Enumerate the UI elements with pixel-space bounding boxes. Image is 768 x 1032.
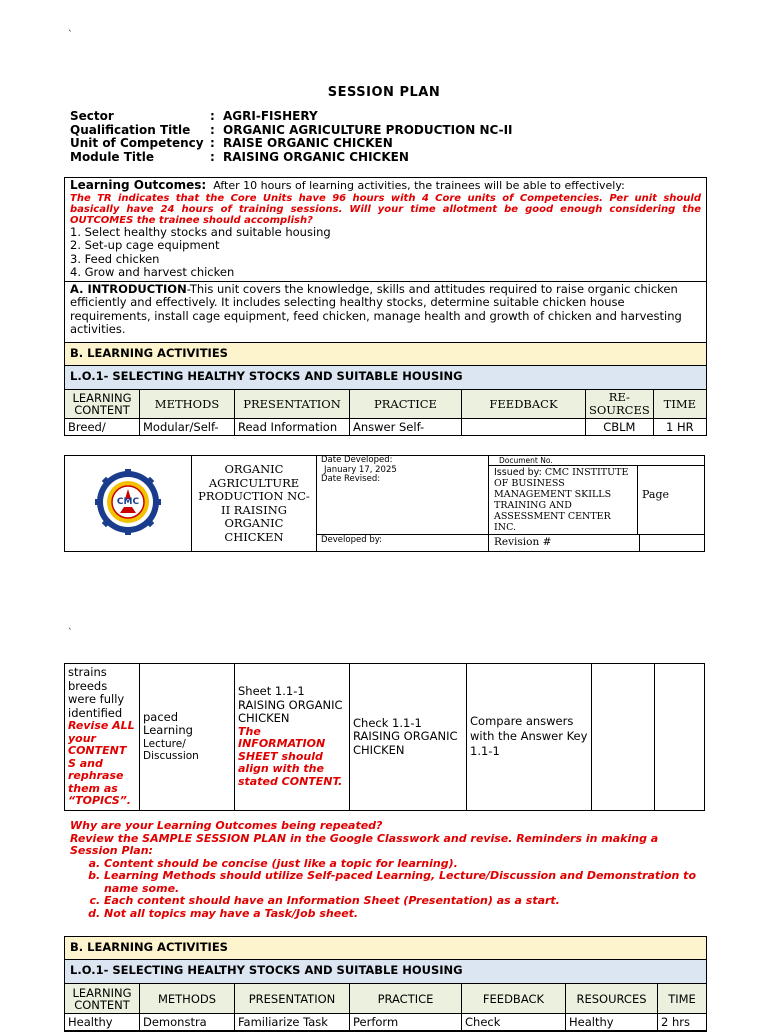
cell-practice: Answer Self- (350, 418, 462, 435)
cell-time: 2 hrs (658, 1014, 707, 1031)
learning-outcomes-section (65, 178, 706, 281)
cell-content: strains breeds were fully identified Revise ALL your CONTENT S and rephrase them as “TOPICS”. (65, 664, 140, 811)
page-footer (64, 455, 705, 552)
lo1-heading: L.O.1- SELECTING HEALTHY STOCKS AND SUITABLE HOUSING (65, 365, 706, 389)
cell-feedback (462, 418, 586, 435)
continued-table (64, 663, 705, 811)
header-time: TIME (653, 389, 706, 418)
cell-time: 1 HR (653, 418, 706, 435)
list-item: a. Content should be concise (just like a topic for learning). (104, 858, 700, 871)
reviewer-comment: The TR indicates that the Core Units have 96 hours with 4 Core units of Competencies. Per unit should basically have 24 hours of training sessions. Will your time allotment be good enough considering the OUTCOMES the trainee should accomplish? (70, 192, 701, 226)
introduction-heading: A. INTRODUCTION (70, 281, 187, 296)
cell-time (655, 664, 705, 811)
cell-resources: CBLM (586, 418, 654, 435)
notes-line: Why are your Learning Outcomes being repeated? (70, 819, 383, 832)
table-row (65, 418, 706, 435)
header-feedback: FEEDBACK (462, 984, 566, 1014)
learning-outcomes-heading: Learning Outcomes: (70, 178, 207, 192)
page-title: SESSION PLAN (327, 85, 441, 100)
svg-text:CMC: CMC (116, 496, 140, 507)
header-presentation: PRESENTATION (235, 984, 350, 1014)
notes-list (70, 858, 700, 921)
date-developed-value: January 17, 2025 (324, 464, 397, 475)
learning-outcomes-box (64, 177, 707, 436)
cell-methods: paced Learning Lecture/ Discussion (140, 664, 235, 811)
cell-presentation: Read Information (235, 418, 350, 435)
page-label: Page (642, 488, 670, 501)
meta-row-sector (70, 110, 513, 124)
cell-practice: Perform (350, 1014, 462, 1031)
developed-by-label: Developed by: (317, 535, 489, 552)
outcome-item: 4. Grow and harvest chicken (70, 265, 235, 279)
date-developed-label: Date Developed: (321, 455, 393, 465)
cell-content: Healthy (65, 1014, 140, 1031)
cell-practice: Check 1.1-1 RAISING ORGANIC CHICKEN (350, 664, 467, 811)
table-row (65, 664, 705, 811)
list-item: b. Learning Methods should utilize Self-paced Learning, Lecture/Discussion and Demonstration to name some. (104, 870, 700, 895)
meta-label: Unit of Competency (70, 136, 204, 150)
reviewer-comment: The INFORMATION SHEET should align with the stated CONTENT. (238, 724, 343, 788)
header-methods: METHODS (140, 984, 235, 1014)
meta-value: ORGANIC AGRICULTURE PRODUCTION NC-II (223, 122, 513, 137)
stray-mark: ` (68, 628, 73, 638)
table-header-row (65, 984, 706, 1014)
notes-line: Review the SAMPLE SESSION PLAN in the Google Classwork and revise. Reminders in making a Session Plan: (70, 831, 659, 857)
learning-activities-box-2 (64, 936, 707, 1032)
reviewer-notes (70, 820, 700, 920)
header-methods: METHODS (140, 389, 235, 418)
introduction-text: -This unit covers the knowledge, skills and attitudes required to raise organic chicken efficiently and effectively. It includes selecting healthy stocks, determine suitable chicken house requirements, install cage equipment, feed chicken, manage health and growth of chicken and harvesting activities. (70, 281, 682, 336)
meta-colon: : (210, 149, 215, 164)
cmc-logo-icon (86, 469, 170, 535)
meta-row-module (70, 151, 513, 165)
meta-value: RAISING ORGANIC CHICKEN (223, 149, 409, 164)
meta-colon: : (210, 109, 215, 123)
cell-resources (592, 664, 655, 811)
learning-activities-heading: B. LEARNING ACTIVITIES (65, 937, 706, 959)
meta-block (70, 110, 513, 164)
header-learning-content: LEARNING CONTENT (65, 389, 140, 418)
list-item: d. Not all topics may have a Task/Job sheet. (104, 908, 700, 921)
meta-label: Qualification Title (70, 122, 191, 137)
date-revised-label: Date Revised: (321, 474, 381, 484)
cell-presentation: Sheet 1.1-1 RAISING ORGANIC CHICKEN The INFORMATION SHEET should align with the stated CONTENT. (235, 664, 350, 811)
cell-content: Breed/ (65, 418, 140, 435)
learning-outcomes-intro: After 10 hours of learning activities, the trainees will be able to effectively: (213, 179, 625, 192)
stray-mark: ` (68, 30, 73, 40)
list-item: c. Each content should have an Information Sheet (Presentation) as a start. (104, 895, 700, 908)
outcome-item: 2. Set-up cage equipment (70, 238, 220, 252)
header-practice: PRACTICE (350, 389, 462, 418)
meta-label: Module Title (70, 149, 155, 164)
activities-table (65, 389, 706, 435)
header-learning-content: LEARNING CONTENT (65, 984, 140, 1014)
meta-colon: : (210, 136, 215, 150)
outcome-item: 3. Feed chicken (70, 251, 160, 266)
cell-resources: Healthy (566, 1014, 658, 1031)
cell-presentation: Familiarize Task (235, 1014, 350, 1031)
meta-value: RAISE ORGANIC CHICKEN (223, 136, 393, 150)
table-row (65, 1014, 706, 1031)
header-presentation: PRESENTATION (235, 389, 350, 418)
meta-row-unit (70, 137, 513, 151)
reviewer-comment: Revise ALL your CONTENT S and rephrase them as “TOPICS”. (68, 719, 135, 807)
outcome-item: 1. Select healthy stocks and suitable housing (70, 224, 331, 239)
header-practice: PRACTICE (350, 984, 462, 1014)
table-header-row (65, 389, 706, 418)
header-resources: RE-SOURCES (586, 389, 654, 418)
issued-by: Issued by: CMC INSTITUTE OF BUSINESS MANAGEMENT SKILLS TRAINING AND ASSESSMENT CENTER INC. (489, 466, 638, 534)
cell-methods: Demonstra (140, 1014, 235, 1031)
header-feedback: FEEDBACK (462, 389, 586, 418)
footer-issued-cell (489, 456, 705, 535)
meta-colon: : (210, 122, 215, 137)
footer-logo-cell (65, 456, 192, 552)
header-resources: RESOURCES (566, 984, 658, 1014)
introduction-section (65, 281, 706, 342)
revision-label: Revision # (489, 535, 640, 552)
header-time: TIME (658, 984, 707, 1014)
learning-activities-heading: B. LEARNING ACTIVITIES (65, 342, 706, 365)
footer-dates-cell (317, 456, 489, 535)
cell-feedback: Check (462, 1014, 566, 1031)
meta-label: Sector (70, 109, 114, 123)
cell-feedback: Compare answers with the Answer Key 1.1-1 (467, 664, 592, 811)
meta-row-qualification (70, 124, 513, 138)
document-no-label: Document No. (489, 456, 704, 466)
lo1-heading: L.O.1- SELECTING HEALTHY STOCKS AND SUITABLE HOUSING (65, 959, 706, 983)
cell-methods: Modular/Self- (140, 418, 235, 435)
footer-title: ORGANIC AGRICULTURE PRODUCTION NC-II RAISING ORGANIC CHICKEN (192, 456, 317, 552)
meta-value: AGRI-FISHERY (223, 109, 318, 123)
